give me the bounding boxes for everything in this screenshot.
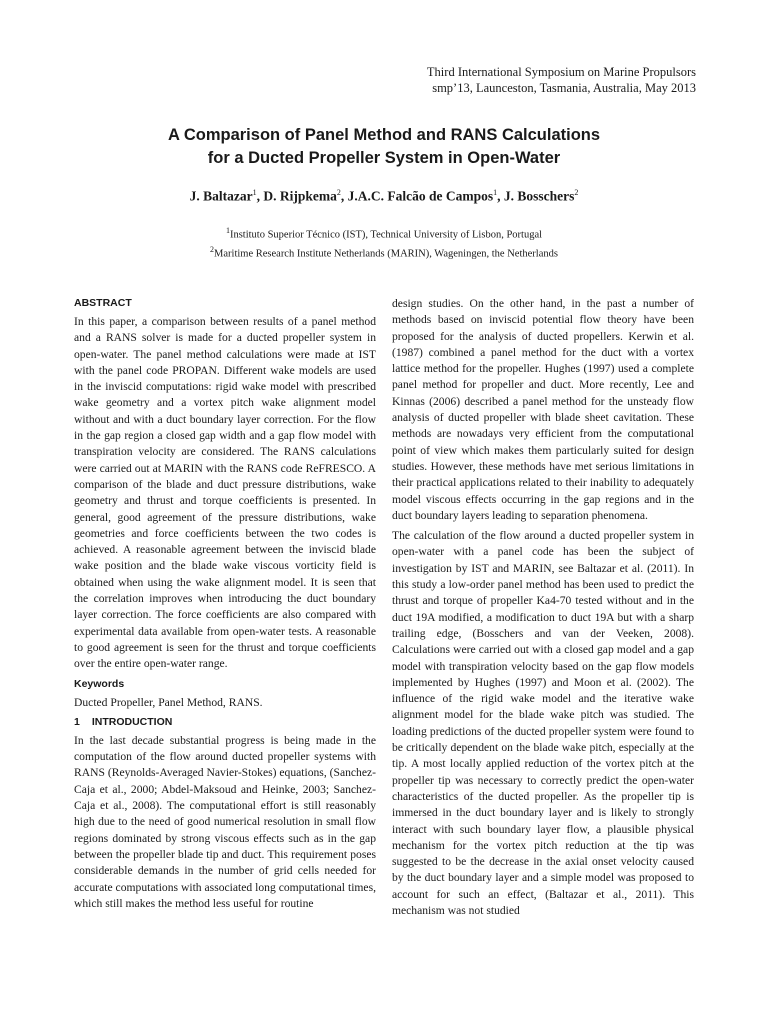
abstract-heading: ABSTRACT [74,297,132,309]
section-title: INTRODUCTION [91,715,173,728]
body-paragraph: The calculation of the flow around a ducted propeller system in open-water with a panel code has been the subject of investigation by IST and MARIN, see Baltazar et al. (2011). In this study a low-order panel method has been used to predict the thrust and torque of propeller Ka4-70 tested without and in the duct 19A modified, a modification to duct 19A but with a sharp trailing edge, (Bosschers and van der Veeken, 2008). Calculations were carried out with a closed gap model and a gap model with transpiration velocity based on the gap flow models implemented by Hughes (1997) and Moon et al. (2002). The influence of the rigid wake model and the iterative wake alignment model for the blade wake pitch was studied. The loading predictions of the ducted propeller system were found to be critically dependent on the blade wake pitch, especially at the tip. A most locally applied reduction of the vortex pitch at the propeller tip was necessary to correctly predict the open-water characteristics of the ducted propeller. As the propeller tip is immersed in the duct boundary layer and is likely to strongly interact with such boundary layer flow, a plausible physical mechanism for the vortex pitch reduction at the tip was suggested to be the decrease in the axial onset velocity caused by the duct boundary layer and a simple model was proposed to account for such an effect, (Baltazar et al., 2011). This mechanism was not studied [392,529,694,917]
body-paragraph: design studies. On the other hand, in the past a number of methods based on inviscid potential flow theory have been proposed for the analysis of ducted propellers. Kerwin et al. (1987) combined a panel method for the duct with a vortex lattice method for the propeller. Hughes (1997) used a complete panel method for propeller and duct. More recently, Lee and Kinnas (2006) described a panel method for the unsteady flow analysis of ducted propeller with blade sheet cavitation. These methods are nowadays very efficient from the computational point of view which makes them particularly suited for design studies. However, these methods have met serious limitations in their practical applications related to their inability to adequately model viscous effects occurring in the gap regions and in the duct boundary layers leading to separation phenomena. [392,297,694,522]
author-name: J. Bosschers [503,188,575,204]
venue-line-2: smp’13, Launceston, Tasmania, Australia, May 2013 [432,81,696,95]
affiliation-number: 2 [210,244,215,254]
affiliation-number: 1 [225,226,230,235]
section-number: 1 [74,715,80,728]
affiliation [0,243,768,262]
paper-title [0,124,768,170]
keywords-text: Ducted Propeller, Panel Method, RANS. [74,695,263,709]
title-line-1: A Comparison of Panel Method and RANS Calculations [167,126,601,144]
affiliation-text: Maritime Research Institute Netherlands (MARIN), Wageningen, the Netherlands [214,248,558,259]
left-column [74,296,376,916]
keywords-heading: Keywords [74,677,125,690]
right-column [392,296,694,923]
author-affiliation-mark: 2 [574,188,579,197]
author-name: J.A.C. Falcão de Campos [347,188,494,204]
affiliation-list [0,224,768,261]
author-name: J. Baltazar [189,188,253,204]
author-name: D. Rijpkema [263,188,337,204]
title-line-2: for a Ducted Propeller System in Open-Water [207,149,561,167]
author-affiliation-mark: 2 [336,188,341,197]
author-affiliation-mark: 1 [493,188,498,197]
venue-header [427,64,696,96]
abstract-text: In this paper, a comparison between results of a panel method and a RANS solver is made for a ducted propeller system in open-water. The panel method calculations were made at IST with the panel code PROPAN. Different wake models are used in the inviscid computations: rigid wake model with prescribed wake geometry and a vortex pitch wake alignment model without and with a duct boundary layer correction. For the flow in the gap region a closed gap width and a gap flow model with transpiration velocity are considered. The RANS calculations were carried out at MARIN with the RANS code ReFRESCO. A comparison of the blade and duct pressure distributions, wake geometry and thrust and torque coefficients is presented. In general, good agreement of the pressure distributions, wake geometries and force coefficients between the two codes is achieved. A reasonable agreement between the inviscid blade wake position and the blade wake viscous vorticity field is obtained when using the wake alignment model. It is seen that the correlation improves when introducing the duct boundary layer correction. The force coefficients are also compared with experimental data available from open-water tests. A reasonable to good agreement is seen for the thrust and torque coefficients over the entire open-water range. [74,315,376,671]
affiliation-text: Instituto Superior Técnico (IST), Technical University of Lisbon, Portugal [229,229,543,241]
affiliation [0,224,768,243]
introduction-heading [74,715,376,730]
venue-line-1: Third International Symposium on Marine Propulsors [426,65,696,79]
author-list: J. Baltazar$^1$, D. Rijpkema$^2$, J.A.C. Falcão de Campos$^1$, J. Bosschers$^2$ [189,188,579,204]
introduction-paragraph: In the last decade substantial progress is being made in the computation of the flow around ducted propeller systems with RANS (Reynolds-Averaged Navier-Stokes) equations, (Sanchez-Caja et al., 2000; Abdel-Maksoud and Heinke, 2003; Sanchez-Caja et al., 2008). The computational effort is still reasonably high due to the need of good numerical resolution in small flow regions dominated by strong viscous effects such as in the gap between the propeller blade tip and duct. This requirement poses considerable demands in the number of grid cells needed for accurate computations with associated long computational times, which still makes the method less useful for routine [74,733,376,910]
author-affiliation-mark: 1 [252,188,257,197]
